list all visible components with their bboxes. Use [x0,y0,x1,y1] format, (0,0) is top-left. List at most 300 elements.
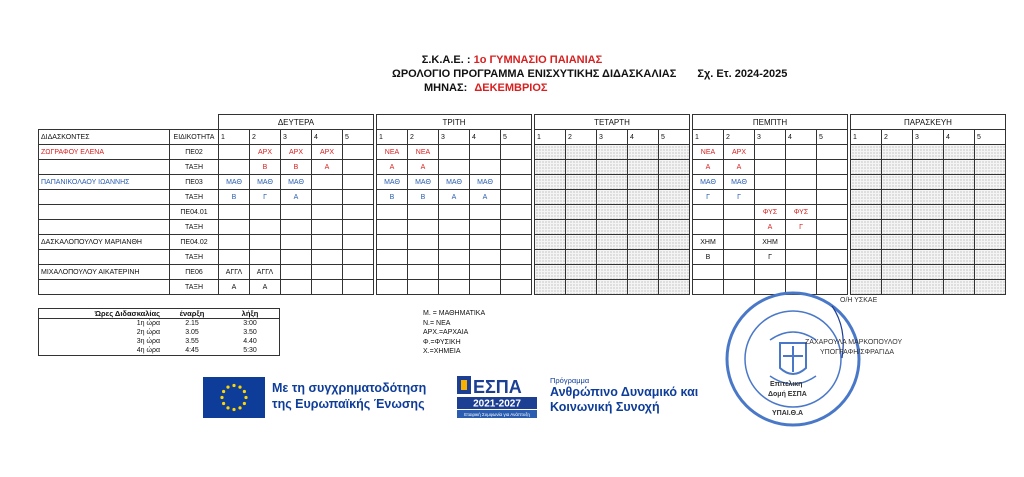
lesson-cell: ΜΑΘ [693,175,724,190]
lesson-cell [913,235,944,250]
lesson-cell [913,250,944,265]
times-cell: 3.55 [185,338,199,345]
eu-star-icon [220,396,223,399]
lesson-cell [851,160,882,175]
lesson-cell [439,160,470,175]
lesson-cell: Α [470,190,501,205]
period-number: 5 [659,130,690,145]
period-number: 1 [693,130,724,145]
eu-star-icon [244,396,247,399]
eu-star-icon [238,406,241,409]
lesson-cell [439,250,470,265]
period-number: 2 [566,130,597,145]
lesson-cell [659,250,690,265]
schedule-table [38,114,1006,295]
times-cell: 4:45 [185,347,199,354]
period-number: 3 [755,130,786,145]
lesson-cell [693,205,724,220]
lesson-cell: Β [281,160,312,175]
teacher-name [39,220,170,235]
eu-star-icon [232,408,235,411]
lesson-cell [628,250,659,265]
times-row [39,328,280,337]
lesson-cell [597,190,628,205]
greek-emblem-icon [722,288,864,430]
lesson-cell [851,205,882,220]
lesson-cell [913,220,944,235]
lesson-cell [312,280,343,295]
lesson-cell [566,220,597,235]
lesson-cell [913,175,944,190]
lesson-cell [501,220,532,235]
lesson-cell [408,280,439,295]
times-cell: 4η ώρα [136,347,160,354]
lesson-cell [343,190,374,205]
lesson-cell: Γ [786,220,817,235]
lesson-cell [597,250,628,265]
lesson-cell [219,250,250,265]
lesson-cell [312,220,343,235]
lesson-cell [659,190,690,205]
period-number: 4 [470,130,501,145]
lesson-cell [693,220,724,235]
lesson-cell [501,175,532,190]
lesson-cell [470,280,501,295]
times-cell: 2.15 [185,320,199,327]
lesson-cell: ΜΑΘ [219,175,250,190]
table-row [39,235,1006,250]
lesson-cell: Γ [724,190,755,205]
times-cell: 1η ώρα [136,320,160,327]
lesson-cell [250,235,281,250]
lesson-cell [535,190,566,205]
lesson-cell [535,205,566,220]
times-cell: 3.50 [243,329,257,336]
lesson-cell: Γ [755,250,786,265]
lesson-cell [628,205,659,220]
legend-item: Ν.= ΝΕΑ [423,319,451,327]
period-number: 3 [439,130,470,145]
period-number: 1 [377,130,408,145]
table-row [39,175,1006,190]
lesson-cell: ΜΑΘ [724,175,755,190]
lesson-cell [851,190,882,205]
lesson-cell [470,250,501,265]
period-number: 4 [628,130,659,145]
espa-logo [455,374,539,420]
teacher-specialty: ΤΑΞΗ [170,220,219,235]
table-row [39,205,1006,220]
lesson-cell [944,250,975,265]
lesson-cell [501,250,532,265]
lesson-cell: ΝΕΑ [408,145,439,160]
lesson-cell: ΑΓΓΛ [219,265,250,280]
lesson-cell [944,220,975,235]
lesson-cell [659,235,690,250]
lesson-cell [535,250,566,265]
lesson-cell [724,205,755,220]
lesson-cell [851,175,882,190]
lesson-cell [312,265,343,280]
signature-caption: ΥΠΟΓΡΑΦΗ/ΣΦΡΑΓΙΔΑ [820,349,895,356]
lesson-cell [439,235,470,250]
lesson-cell: ΧΗΜ [755,235,786,250]
espa-name: ΕΣΠΑ [473,377,522,397]
times-cell: 4.40 [243,338,257,345]
lesson-cell [786,145,817,160]
lesson-cell: ΦΥΣ [755,205,786,220]
lesson-cell [377,220,408,235]
teacher-specialty: ΠΕ02 [170,145,219,160]
times-header: Ώρες Διδασκαλίας [39,309,164,319]
lesson-cell [628,220,659,235]
lesson-cell: Α [693,160,724,175]
lesson-cell [975,265,1006,280]
lesson-cell [851,220,882,235]
lesson-cell [913,160,944,175]
lesson-cell [944,265,975,280]
table-row [39,250,1006,265]
lesson-cell [882,205,913,220]
teacher-specialty: ΠΕ04.02 [170,235,219,250]
lesson-cell [343,250,374,265]
times-row [39,337,280,346]
legend-item: Φ.=ΦΥΣΙΚΗ [423,338,461,346]
lesson-cell [597,265,628,280]
lesson-cell [566,235,597,250]
lesson-cell: ΑΡΧ [281,145,312,160]
specialty-header: ΕΙΔΙΚΟΤΗΤΑ [170,130,219,145]
abbreviation-legend [423,309,485,357]
lesson-cell [659,160,690,175]
legend-item: Μ. = ΜΑΘΗΜΑΤΙΚΑ [423,310,486,317]
lesson-cell [501,280,532,295]
lesson-cell [597,160,628,175]
period-number: 4 [786,130,817,145]
period-number: 3 [281,130,312,145]
lesson-cell: ΝΕΑ [377,145,408,160]
title-line-1: Σ.Κ.Α.Ε. : 1ο ΓΥΜΝΑΣΙΟ ΠΑΙΑΝΙΑΣ [421,54,603,66]
lesson-cell: ΜΑΘ [377,175,408,190]
teacher-specialty: ΤΑΞΗ [170,280,219,295]
lesson-cell [312,235,343,250]
lesson-cell [566,145,597,160]
lesson-cell [851,145,882,160]
lesson-cell [312,205,343,220]
lesson-cell [377,205,408,220]
lesson-cell [659,205,690,220]
lesson-cell [786,160,817,175]
lesson-cell: ΜΑΘ [470,175,501,190]
teacher-specialty: ΠΕ06 [170,265,219,280]
period-number: 5 [501,130,532,145]
times-cell: 3.05 [185,329,199,336]
lesson-cell: ΜΑΘ [281,175,312,190]
lesson-cell [724,220,755,235]
lesson-cell [755,160,786,175]
period-number: 3 [913,130,944,145]
lesson-cell: Β [250,160,281,175]
lesson-cell: ΧΗΜ [693,235,724,250]
lesson-cell [312,190,343,205]
stamp-line-2: Δομή ΕΣΠΑ [768,391,807,398]
lesson-cell: Α [250,280,281,295]
table-row [39,190,1006,205]
period-number: 1 [535,130,566,145]
lesson-cell [535,280,566,295]
lesson-cell: Α [219,280,250,295]
lesson-cell [566,160,597,175]
lesson-cell [250,250,281,265]
times-cell: 3η ώρα [136,338,160,345]
lesson-cell [566,265,597,280]
lesson-cell [786,190,817,205]
lesson-cell [851,265,882,280]
lesson-cell [913,280,944,295]
lesson-cell [597,175,628,190]
lesson-cell [501,205,532,220]
teacher-name [39,280,170,295]
lesson-cell [408,265,439,280]
lesson-cell [597,145,628,160]
teacher-name [39,160,170,175]
teacher-specialty: ΤΑΞΗ [170,190,219,205]
lesson-cell: Β [219,190,250,205]
lesson-cell [470,265,501,280]
lesson-cell [975,220,1006,235]
lesson-cell [439,220,470,235]
lesson-cell: ΑΡΧ [724,145,755,160]
lesson-cell [219,220,250,235]
eu-flag-icon [203,377,265,418]
lesson-cell [281,205,312,220]
lesson-cell [755,145,786,160]
lesson-cell [975,190,1006,205]
lesson-cell [944,205,975,220]
lesson-cell [408,250,439,265]
lesson-cell [628,265,659,280]
lesson-cell [786,265,817,280]
teacher-name [39,250,170,265]
lesson-cell [535,145,566,160]
lesson-cell [724,235,755,250]
legend-item: Χ.=ΧΗΜΕΙΑ [423,348,461,355]
table-row [39,160,1006,175]
lesson-cell [755,265,786,280]
lesson-cell: Α [377,160,408,175]
times-cell: 5:30 [243,347,257,354]
lesson-cell [343,145,374,160]
lesson-cell [597,280,628,295]
lesson-cell [219,205,250,220]
period-number: 1 [219,130,250,145]
lesson-cell [628,175,659,190]
lesson-cell [501,145,532,160]
lesson-cell [913,190,944,205]
lesson-cell [659,175,690,190]
lesson-cell [882,190,913,205]
lesson-cell [281,280,312,295]
eu-star-icon [243,390,246,393]
teacher-name: ΜΙΧΑΛΟΠΟΥΛΟΥ ΑΙΚΑΤΕΡΙΝΗ [39,265,170,280]
lesson-cell [470,160,501,175]
lesson-cell [470,145,501,160]
teacher-specialty: ΠΕ04.01 [170,205,219,220]
lesson-cell: Β [377,190,408,205]
lesson-cell: Α [408,160,439,175]
lesson-cell [343,205,374,220]
lesson-cell [944,280,975,295]
eu-star-icon [238,386,241,389]
lesson-cell: ΜΑΘ [439,175,470,190]
times-row [39,319,280,329]
teacher-specialty: ΤΑΞΗ [170,160,219,175]
lesson-cell [597,235,628,250]
lesson-cell: ΑΡΧ [250,145,281,160]
lesson-cell [975,175,1006,190]
teacher-name: ΠΑΠΑΝΙΚΟΛΑΟΥ ΙΩΑΝΝΗΣ [39,175,170,190]
lesson-cell: ΑΡΧ [312,145,343,160]
stamp-line-1: Επιτελικη [770,381,803,388]
lesson-cell [659,265,690,280]
lesson-cell [312,250,343,265]
lesson-cell [913,205,944,220]
lesson-cell [470,235,501,250]
lesson-cell [250,205,281,220]
lesson-cell [312,175,343,190]
signature-role: Ο/Η ΥΣΚΑΕ [840,297,878,304]
lesson-cell [377,235,408,250]
lesson-cell [817,145,848,160]
lesson-cell [281,235,312,250]
lesson-cell: Α [281,190,312,205]
lesson-cell: Α [439,190,470,205]
lesson-cell [408,205,439,220]
lesson-cell [343,220,374,235]
teacher-specialty: ΠΕ03 [170,175,219,190]
lesson-cell [566,175,597,190]
lesson-cell [944,190,975,205]
eu-star-icon [222,402,225,405]
lesson-cell [882,145,913,160]
lesson-cell [628,280,659,295]
lesson-cell [439,205,470,220]
lesson-cell [501,160,532,175]
lesson-cell [882,220,913,235]
lesson-cell [597,220,628,235]
lesson-cell: ΜΑΘ [408,175,439,190]
lesson-cell [817,160,848,175]
lesson-cell [659,145,690,160]
lesson-cell [786,175,817,190]
period-number: 1 [851,130,882,145]
lesson-cell [343,265,374,280]
lesson-cell [817,175,848,190]
program-text: Πρόγραμμα Ανθρώπινο Δυναμικό και Κοινωνική Συνοχή [550,376,699,414]
lesson-cell [975,280,1006,295]
lesson-cell [535,220,566,235]
period-number: 5 [817,130,848,145]
period-number: 4 [944,130,975,145]
lesson-cell [408,235,439,250]
lesson-cell [281,250,312,265]
teaching-hours-table [38,308,280,356]
lesson-cell [566,280,597,295]
lesson-cell [377,265,408,280]
lesson-cell [628,235,659,250]
lesson-cell [439,280,470,295]
lesson-cell [377,280,408,295]
lesson-cell: ΝΕΑ [693,145,724,160]
lesson-cell [882,250,913,265]
times-header: λήξη [221,309,280,319]
lesson-cell [470,205,501,220]
times-cell: 2η ώρα [136,329,160,336]
lesson-cell [219,160,250,175]
lesson-cell [693,280,724,295]
table-row [39,265,1006,280]
day-header: ΤΡΙΤΗ [377,115,532,130]
teacher-name [39,205,170,220]
signature-name: ΖΑΧΑΡΟΥΛΑ ΜΑΡΚΟΠΟΥΛΟΥ [805,339,903,346]
lesson-cell [343,175,374,190]
lesson-cell [219,145,250,160]
lesson-cell [786,250,817,265]
lesson-cell [975,145,1006,160]
lesson-cell [755,175,786,190]
lesson-cell [566,205,597,220]
period-number: 2 [882,130,913,145]
eu-star-icon [226,386,229,389]
teacher-name [39,190,170,205]
teacher-name: ΔΑΣΚΑΛΟΠΟΥΛΟΥ ΜΑΡΙΑΝΘΗ [39,235,170,250]
lesson-cell [882,265,913,280]
day-header: ΠΕΜΠΤΗ [693,115,848,130]
lesson-cell [944,160,975,175]
lesson-cell: Β [693,250,724,265]
lesson-cell [913,265,944,280]
lesson-cell [597,205,628,220]
eu-star-icon [232,384,235,387]
title-line-3: ΜΗΝΑΣ: ΔΕΚΕΜΒΡΙΟΣ [424,82,548,94]
title-line-2: ΩΡΟΛΟΓΙΟ ΠΡΟΓΡΑΜΜΑ ΕΝΙΣΧΥΤΙΚΗΣ ΔΙΔΑΣΚΑΛΙΑΣ Σχ. Ετ. 2024-2025 [392,68,788,80]
lesson-cell [628,160,659,175]
lesson-cell [851,235,882,250]
lesson-cell [219,235,250,250]
lesson-cell: Γ [250,190,281,205]
lesson-cell [501,235,532,250]
eu-star-icon [226,406,229,409]
lesson-cell [250,220,281,235]
lesson-cell [913,145,944,160]
period-number: 5 [975,130,1006,145]
table-row [39,145,1006,160]
lesson-cell [439,265,470,280]
espa-years: 2021-2027 [473,398,521,410]
lesson-cell [975,250,1006,265]
lesson-cell [535,265,566,280]
lesson-cell [724,250,755,265]
lesson-cell [628,190,659,205]
period-number: 2 [724,130,755,145]
lesson-cell [975,160,1006,175]
lesson-cell [343,235,374,250]
times-header: έναρξη [163,309,221,319]
lesson-cell [786,235,817,250]
lesson-cell [693,265,724,280]
lesson-cell [566,190,597,205]
lesson-cell [851,250,882,265]
